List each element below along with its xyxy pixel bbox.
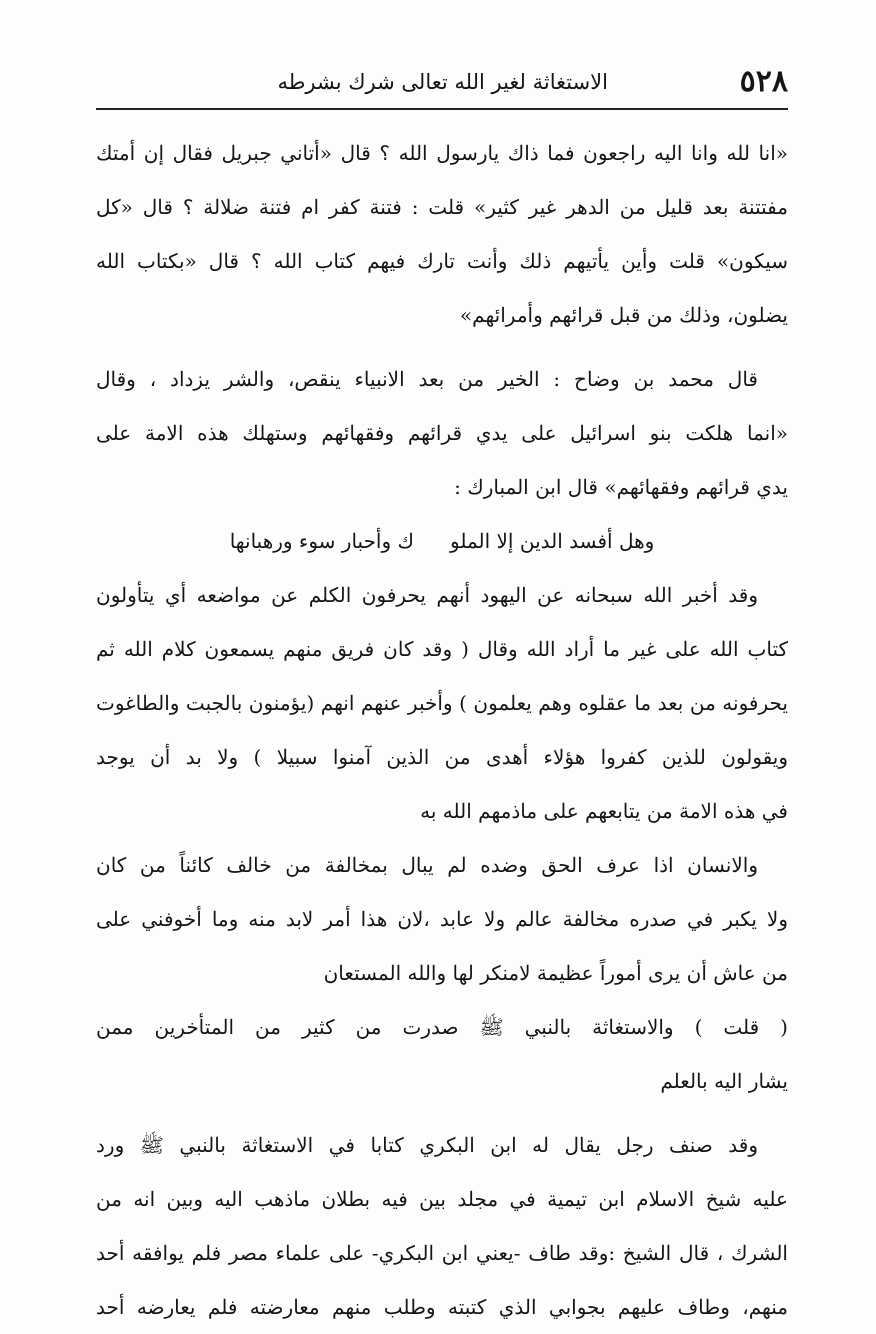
text-line: يحرفونه من بعد ما عقلوه وهم يعلمون ) وأخبر عنهم انهم (يؤمنون بالجبت والطاغوت xyxy=(96,691,788,715)
text-line: والانسان اذا عرف الحق وضده لم يبال بمخالفة من خالف كائناً من كان xyxy=(96,853,758,877)
verse-second-hemistich: ك وأحبار سوء ورهبانها xyxy=(229,529,414,553)
text-line: يدي قرائهم وفقهائهم» قال ابن المبارك : xyxy=(454,475,788,499)
text-line: عليه شيخ الاسلام ابن تيمية في مجلد بين فيه بطلان ماذهب اليه وبين انه من xyxy=(96,1187,788,1211)
text-line: وقد أخبر الله سبحانه عن اليهود أنهم يحرفون الكلم عن مواضعه أي يتأولون xyxy=(96,583,758,607)
text-line: سيكون» قلت وأين يأتيهم ذلك وأنت تارك فيهم كتاب الله ؟ قال «بكتاب الله xyxy=(96,249,788,273)
text-line: الشرك ، قال الشيخ :وقد طاف -يعني ابن البكري- على علماء مصر فلم يوافقه أحد xyxy=(96,1241,788,1265)
page-number: ٥٢٨ xyxy=(739,64,788,99)
text-line: وقد صنف رجل يقال له ابن البكري كتابا في الاستغاثة بالنبي ﷺ ورد xyxy=(96,1133,758,1157)
page-body xyxy=(96,126,788,1334)
text-line: «انما هلكت بنو اسرائيل على يدي قرائهم وفقهائهم وستهلك هذه الامة على xyxy=(96,421,788,445)
text-line: يشار اليه بالعلم xyxy=(660,1069,788,1093)
text-line: «انا لله وانا اليه راجعون فما ذاك يارسول الله ؟ قال «أتاني جبريل فقال إن أمتك xyxy=(96,141,788,165)
text-line: من عاش أن يرى أموراً عظيمة لامنكر لها والله المستعان xyxy=(323,961,788,985)
text-line: قال محمد بن وضاح : الخير من بعد الانبياء ينقص، والشر يزداد ، وقال xyxy=(96,367,758,391)
text-line: مفتتنة بعد قليل من الدهر غير كثير» قلت : فتنة كفر ام فتنة ضلالة ؟ قال «كل xyxy=(96,195,788,219)
text-line: ( قلت ) والاستغاثة بالنبي ﷺ صدرت من كثير من المتأخرين ممن xyxy=(96,1015,788,1039)
text-line: منهم، وطاف عليهم بجوابي الذي كتبته وطلب منهم معارضته فلم يعارضه أحد xyxy=(96,1295,788,1319)
running-title: الاستغاثة لغير الله تعالى شرك بشرطه xyxy=(277,70,608,94)
page-header xyxy=(96,60,788,110)
text-line: ويقولون للذين كفروا هؤلاء أهدى من الذين آمنوا سبيلا ) ولا بد أن يوجد xyxy=(96,745,788,769)
text-line: ولا يكبر في صدره مخالفة عالم ولا عابد ،لان هذا أمر لابد منه وما أخوفني على xyxy=(96,907,788,931)
verse-first-hemistich: وهل أفسد الدين إلا الملو xyxy=(450,529,655,553)
text-line: يضلون، وذلك من قبل قرائهم وأمرائهم» xyxy=(459,303,788,327)
text-line: كتاب الله على غير ما أراد الله وقال ( وقد كان فريق منهم يسمعون كلام الله ثم xyxy=(96,637,788,661)
text-line: في هذه الامة من يتابعهم على ماذمهم الله به xyxy=(420,799,788,823)
poetry-verse xyxy=(96,514,788,568)
